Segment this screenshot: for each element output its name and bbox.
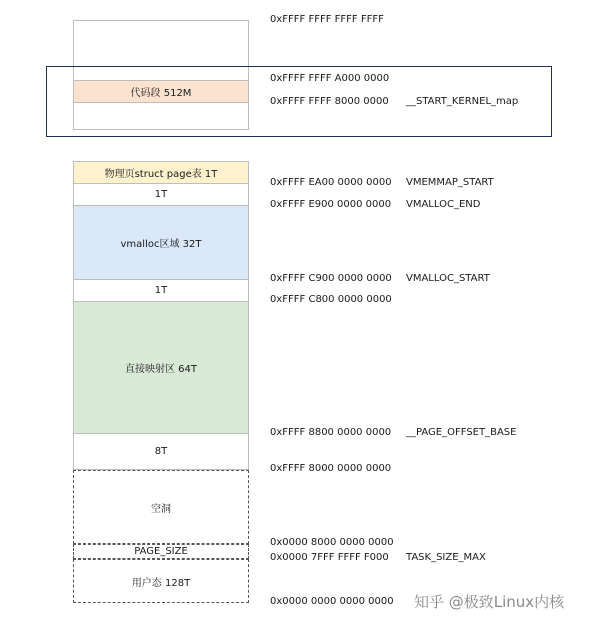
hole-segment: 空洞 [73, 470, 249, 544]
address-label: 0xFFFF C800 0000 0000 [270, 294, 392, 305]
gap-1t-segment-a: 1T [73, 183, 249, 205]
address-label: 0xFFFF FFFF A000 0000 [270, 73, 390, 84]
address-label: 0x0000 0000 0000 0000 [270, 596, 394, 607]
vmalloc-segment: vmalloc区域 32T [73, 205, 249, 279]
gap-1t-segment-b: 1T [73, 279, 249, 301]
page-struct-segment: 物理页struct page表 1T [73, 161, 249, 183]
kernel-map-highlight-box [46, 66, 552, 137]
symbol-label: __PAGE_OFFSET_BASE [406, 427, 517, 438]
address-label: 0xFFFF FFFF FFFF FFFF [270, 14, 384, 25]
address-label: 0xFFFF 8000 0000 0000 [270, 463, 392, 474]
symbol-label: VMALLOC_END [406, 199, 481, 210]
watermark: 知乎 @极致Linux内核 [414, 593, 565, 611]
address-label: 0xFFFF E900 0000 0000 [270, 199, 392, 210]
direct-map-segment: 直接映射区 64T [73, 301, 249, 433]
symbol-label: __START_KERNEL_map [406, 96, 519, 107]
gap-8t-segment: 8T [73, 433, 249, 470]
symbol-label: TASK_SIZE_MAX [406, 552, 486, 563]
address-label: 0xFFFF C900 0000 0000 [270, 273, 392, 284]
address-label: 0xFFFF FFFF 8000 0000 [270, 96, 389, 107]
symbol-label: VMEMMAP_START [406, 177, 494, 188]
address-label: 0x0000 7FFF FFFF F000 [270, 552, 389, 563]
page-size-segment: PAGE_SIZE [73, 544, 249, 559]
symbol-label: VMALLOC_START [406, 273, 490, 284]
address-label: 0xFFFF 8800 0000 0000 [270, 427, 392, 438]
address-label: 0x0000 8000 0000 0000 [270, 537, 394, 548]
address-label: 0xFFFF EA00 0000 0000 [270, 177, 392, 188]
user-space-segment: 用户态 128T [73, 559, 249, 603]
code-segment: 代码段 512M [73, 80, 249, 102]
